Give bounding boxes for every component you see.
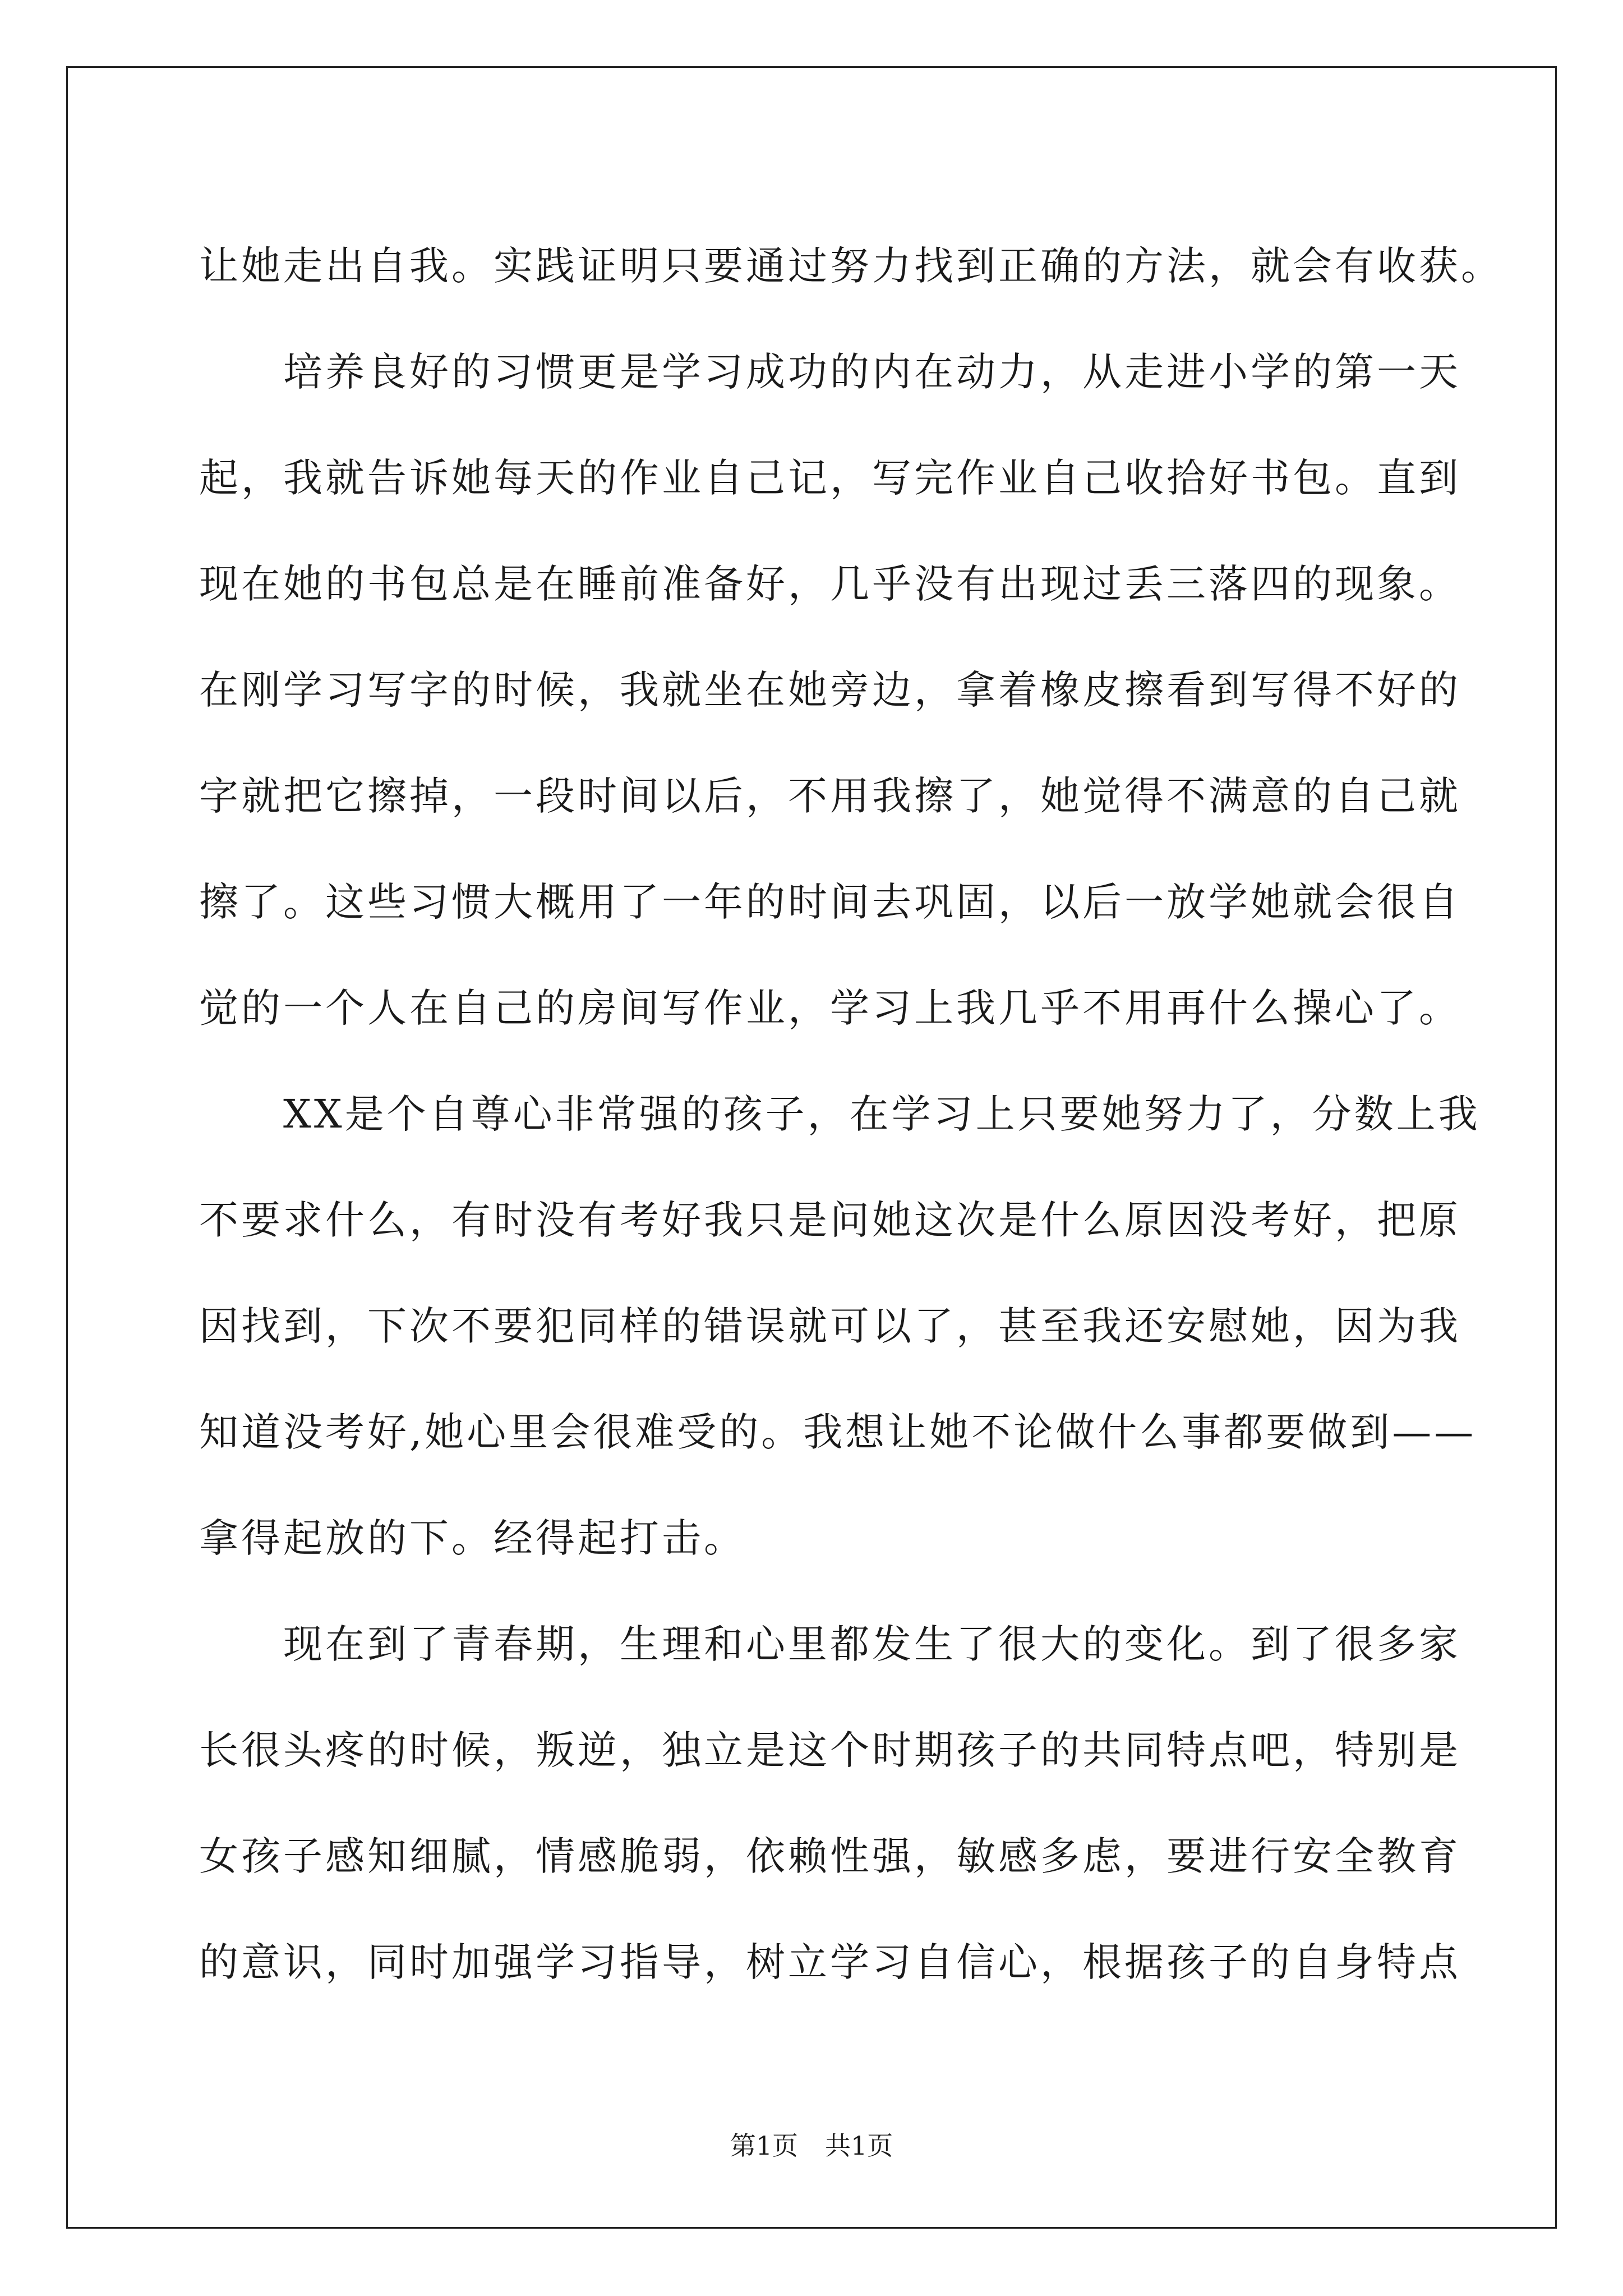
page-footer [0, 2129, 1623, 2162]
page-total: 共1页 [825, 2131, 893, 2161]
text-line: 让她走出自我。实践证明只要通过努力找到正确的方法，就会有收获。 [199, 243, 1503, 289]
text-line: 觉的一个人在自己的房间写作业，学习上我几乎不用再什么操心了。 [199, 985, 1461, 1031]
text-line: 长很头疼的时候，叛逆，独立是这个时期孩子的共同特点吧，特别是 [199, 1727, 1461, 1773]
text-line: XX是个自尊心非常强的孩子，在学习上只要她努力了，分数上我 [199, 1091, 1481, 1137]
text-line: 拿得起放的下。经得起打击。 [199, 1515, 746, 1561]
text-line: 不要求什么，有时没有考好我只是问她这次是什么原因没考好，把原 [199, 1197, 1461, 1243]
text-line: 在刚学习写字的时候，我就坐在她旁边，拿着橡皮擦看到写得不好的 [199, 667, 1461, 713]
text-line: 现在到了青春期，生理和心里都发生了很大的变化。到了很多家 [199, 1621, 1461, 1667]
text-line: 知道没考好,她心里会很难受的。我想让她不论做什么事都要做到—— [199, 1409, 1477, 1455]
text-line: 字就把它擦掉，一段时间以后，不用我擦了，她觉得不满意的自己就 [199, 773, 1461, 819]
text-line: 起，我就告诉她每天的作业自己记，写完作业自己收拾好书包。直到 [199, 455, 1461, 501]
page-number: 第1页 [730, 2131, 798, 2161]
text-line: 现在她的书包总是在睡前准备好，几乎没有出现过丢三落四的现象。 [199, 561, 1461, 607]
text-line: 因找到，下次不要犯同样的错误就可以了，甚至我还安慰她，因为我 [199, 1303, 1461, 1349]
text-line: 的意识，同时加强学习指导，树立学习自信心，根据孩子的自身特点 [199, 1939, 1461, 1985]
text-line: 擦了。这些习惯大概用了一年的时间去巩固，以后一放学她就会很自 [199, 879, 1461, 925]
document-body [199, 213, 1503, 2016]
text-line: 女孩子感知细腻，情感脆弱，依赖性强，敏感多虑，要进行安全教育 [199, 1833, 1461, 1879]
text-line: 培养良好的习惯更是学习成功的内在动力，从走进小学的第一天 [199, 349, 1461, 395]
